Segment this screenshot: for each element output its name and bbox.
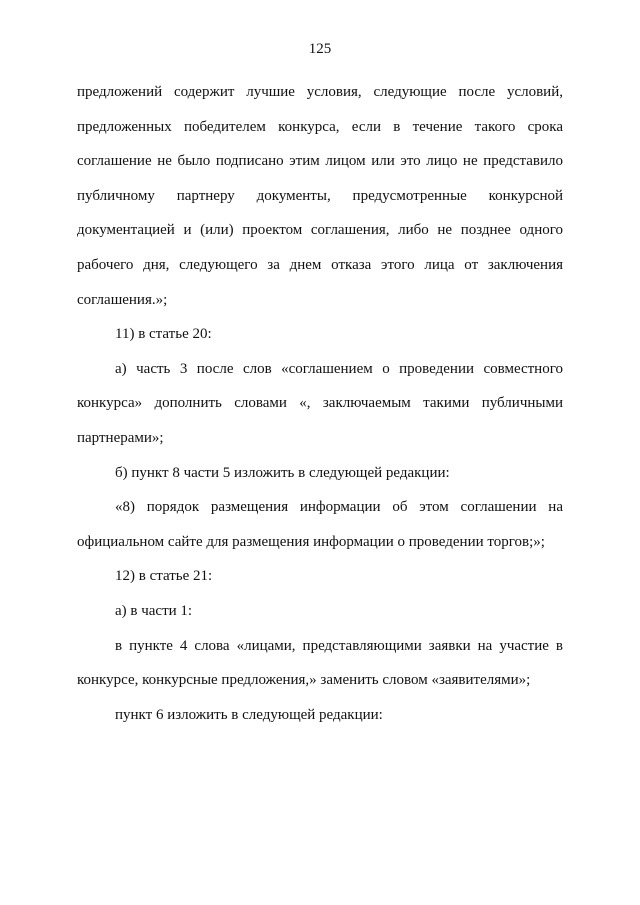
- paragraph-item-11-b: б) пункт 8 части 5 изложить в следующей редакции:: [115, 464, 450, 481]
- paragraph-continuation: предложений содержит лучшие условия, следующие после условий, предложенных победителем конкурса, если в течение такого срока соглашение не было подписано этим лицом или это лицо не представило публичному партнеру документы, предусмотренные конкурсной документацией и (или) проектом соглашения, либо не позднее одного рабочего дня, следующего за днем отказа этого лица от заключения соглашения.»;: [77, 84, 563, 308]
- paragraph-point-6-intro: пункт 6 изложить в следующей редакции:: [115, 706, 383, 723]
- document-body: [77, 75, 563, 732]
- paragraph-item-11-a: а) часть 3 после слов «соглашением о проведении совместного конкурса» дополнить словами «, заключаемым такими публичными партнерами»;: [77, 360, 563, 446]
- paragraph-point-4-amendment: в пункте 4 слова «лицами, представляющими заявки на участие в конкурсе, конкурсные предложения,» заменить словом «заявителями»;: [77, 637, 563, 689]
- paragraph-item-12-a: а) в части 1:: [115, 602, 193, 619]
- paragraph-item-11: 11) в статье 20:: [115, 326, 212, 343]
- page-number: 125: [308, 41, 332, 57]
- paragraph-item-12: 12) в статье 21:: [115, 568, 213, 585]
- paragraph-quoted-point-8: «8) порядок размещения информации об этом соглашении на официальном сайте для размещения информации о проведении торгов;»;: [77, 499, 563, 550]
